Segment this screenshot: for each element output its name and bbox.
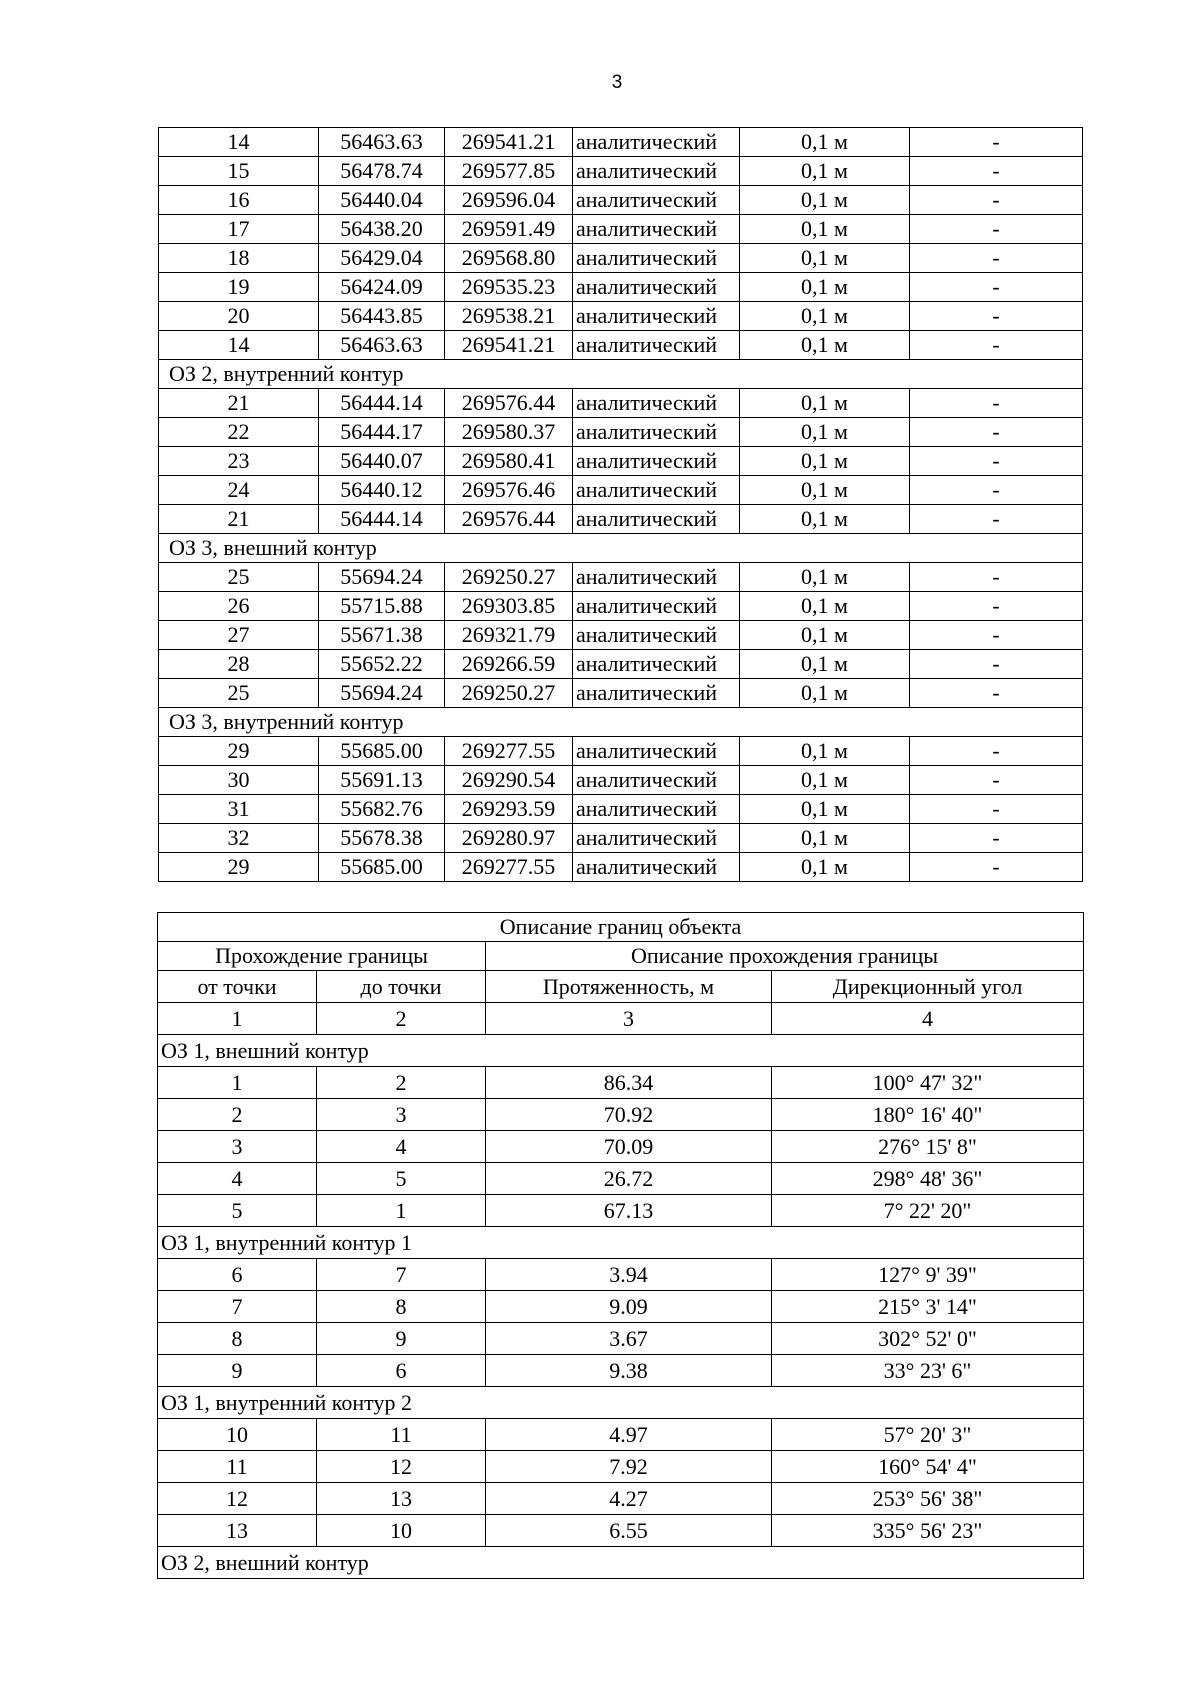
section-header-row <box>158 1387 1084 1419</box>
note: - <box>910 331 1083 360</box>
from-point: 10 <box>158 1419 317 1451</box>
determination-method: аналитический <box>573 621 740 650</box>
accuracy: 0,1 м <box>740 244 910 273</box>
x-coordinate: 56438.20 <box>319 215 445 244</box>
accuracy: 0,1 м <box>740 650 910 679</box>
table-row <box>159 389 1083 418</box>
header-columns-row <box>158 971 1084 1003</box>
header-group-row <box>158 942 1084 971</box>
y-coordinate: 269280.97 <box>445 824 573 853</box>
table-row <box>158 1099 1084 1131</box>
to-point: 5 <box>317 1163 486 1195</box>
note: - <box>910 128 1083 157</box>
note: - <box>910 737 1083 766</box>
from-point: 2 <box>158 1099 317 1131</box>
determination-method: аналитический <box>573 389 740 418</box>
note: - <box>910 621 1083 650</box>
table-row <box>159 650 1083 679</box>
accuracy: 0,1 м <box>740 621 910 650</box>
y-coordinate: 269266.59 <box>445 650 573 679</box>
point-number: 25 <box>159 679 319 708</box>
accuracy: 0,1 м <box>740 563 910 592</box>
y-coordinate: 269580.37 <box>445 418 573 447</box>
point-number: 23 <box>159 447 319 476</box>
point-number: 19 <box>159 273 319 302</box>
note: - <box>910 563 1083 592</box>
header-boundary-description: Описание прохождения границы <box>486 942 1084 971</box>
to-point: 4 <box>317 1131 486 1163</box>
table-row <box>158 1515 1084 1547</box>
section-header-row <box>158 1227 1084 1259</box>
direction-angle: 57° 20' 3" <box>772 1419 1084 1451</box>
x-coordinate: 55694.24 <box>319 679 445 708</box>
y-coordinate: 269277.55 <box>445 853 573 882</box>
note: - <box>910 418 1083 447</box>
determination-method: аналитический <box>573 824 740 853</box>
accuracy: 0,1 м <box>740 157 910 186</box>
y-coordinate: 269576.46 <box>445 476 573 505</box>
point-number: 25 <box>159 563 319 592</box>
section-label: ОЗ 1, внутренний контур 2 <box>158 1387 1084 1419</box>
table-row <box>159 128 1083 157</box>
x-coordinate: 55671.38 <box>319 621 445 650</box>
point-number: 16 <box>159 186 319 215</box>
point-number: 29 <box>159 853 319 882</box>
to-point: 1 <box>317 1195 486 1227</box>
x-coordinate: 55682.76 <box>319 795 445 824</box>
x-coordinate: 56429.04 <box>319 244 445 273</box>
table-row <box>159 853 1083 882</box>
note: - <box>910 795 1083 824</box>
x-coordinate: 56424.09 <box>319 273 445 302</box>
table-row <box>159 563 1083 592</box>
determination-method: аналитический <box>573 302 740 331</box>
table-title: Описание границ объекта <box>158 913 1084 942</box>
direction-angle: 7° 22' 20" <box>772 1195 1084 1227</box>
table-row <box>159 186 1083 215</box>
x-coordinate: 56478.74 <box>319 157 445 186</box>
table-row <box>159 679 1083 708</box>
table-row <box>159 621 1083 650</box>
segment-length: 67.13 <box>486 1195 772 1227</box>
table-row <box>158 1355 1084 1387</box>
segment-length: 9.09 <box>486 1291 772 1323</box>
y-coordinate: 269576.44 <box>445 505 573 534</box>
accuracy: 0,1 м <box>740 447 910 476</box>
note: - <box>910 186 1083 215</box>
from-point: 4 <box>158 1163 317 1195</box>
x-coordinate: 56444.14 <box>319 389 445 418</box>
table-row <box>159 824 1083 853</box>
section-label: ОЗ 3, внутренний контур <box>159 708 1083 737</box>
table-row <box>159 795 1083 824</box>
boundary-description-table <box>157 912 1084 1579</box>
direction-angle: 100° 47' 32" <box>772 1067 1084 1099</box>
table-row <box>158 1419 1084 1451</box>
note: - <box>910 650 1083 679</box>
table-row <box>158 1291 1084 1323</box>
y-coordinate: 269535.23 <box>445 273 573 302</box>
segment-length: 3.67 <box>486 1323 772 1355</box>
direction-angle: 253° 56' 38" <box>772 1483 1084 1515</box>
table-row <box>159 766 1083 795</box>
x-coordinate: 56440.07 <box>319 447 445 476</box>
section-header-row <box>159 360 1083 389</box>
x-coordinate: 55685.00 <box>319 737 445 766</box>
y-coordinate: 269591.49 <box>445 215 573 244</box>
accuracy: 0,1 м <box>740 824 910 853</box>
table-row <box>159 592 1083 621</box>
determination-method: аналитический <box>573 186 740 215</box>
point-number: 22 <box>159 418 319 447</box>
note: - <box>910 824 1083 853</box>
y-coordinate: 269293.59 <box>445 795 573 824</box>
x-coordinate: 55678.38 <box>319 824 445 853</box>
table-row <box>158 1259 1084 1291</box>
point-number: 27 <box>159 621 319 650</box>
point-number: 14 <box>159 128 319 157</box>
x-coordinate: 56463.63 <box>319 331 445 360</box>
point-number: 17 <box>159 215 319 244</box>
x-coordinate: 56444.14 <box>319 505 445 534</box>
accuracy: 0,1 м <box>740 766 910 795</box>
y-coordinate: 269250.27 <box>445 679 573 708</box>
y-coordinate: 269250.27 <box>445 563 573 592</box>
from-point: 1 <box>158 1067 317 1099</box>
segment-length: 3.94 <box>486 1259 772 1291</box>
note: - <box>910 302 1083 331</box>
y-coordinate: 269596.04 <box>445 186 573 215</box>
table-row <box>158 1131 1084 1163</box>
to-point: 2 <box>317 1067 486 1099</box>
table-row <box>159 302 1083 331</box>
from-point: 6 <box>158 1259 317 1291</box>
column-number: 1 <box>158 1003 317 1035</box>
y-coordinate: 269277.55 <box>445 737 573 766</box>
section-label: ОЗ 1, внутренний контур 1 <box>158 1227 1084 1259</box>
y-coordinate: 269576.44 <box>445 389 573 418</box>
determination-method: аналитический <box>573 215 740 244</box>
accuracy: 0,1 м <box>740 853 910 882</box>
accuracy: 0,1 м <box>740 679 910 708</box>
determination-method: аналитический <box>573 795 740 824</box>
point-number: 28 <box>159 650 319 679</box>
accuracy: 0,1 м <box>740 505 910 534</box>
note: - <box>910 244 1083 273</box>
note: - <box>910 447 1083 476</box>
to-point: 12 <box>317 1451 486 1483</box>
x-coordinate: 55685.00 <box>319 853 445 882</box>
column-number: 4 <box>772 1003 1084 1035</box>
from-point: 12 <box>158 1483 317 1515</box>
table-row <box>158 1195 1084 1227</box>
determination-method: аналитический <box>573 244 740 273</box>
determination-method: аналитический <box>573 592 740 621</box>
x-coordinate: 55694.24 <box>319 563 445 592</box>
accuracy: 0,1 м <box>740 186 910 215</box>
to-point: 6 <box>317 1355 486 1387</box>
y-coordinate: 269541.21 <box>445 331 573 360</box>
x-coordinate: 56440.12 <box>319 476 445 505</box>
x-coordinate: 56443.85 <box>319 302 445 331</box>
table-row <box>158 1067 1084 1099</box>
point-number: 24 <box>159 476 319 505</box>
column-number: 2 <box>317 1003 486 1035</box>
to-point: 7 <box>317 1259 486 1291</box>
y-coordinate: 269541.21 <box>445 128 573 157</box>
to-point: 13 <box>317 1483 486 1515</box>
point-number: 20 <box>159 302 319 331</box>
accuracy: 0,1 м <box>740 302 910 331</box>
y-coordinate: 269290.54 <box>445 766 573 795</box>
determination-method: аналитический <box>573 331 740 360</box>
direction-angle: 298° 48' 36" <box>772 1163 1084 1195</box>
x-coordinate: 55715.88 <box>319 592 445 621</box>
table-row <box>158 1451 1084 1483</box>
table-row <box>159 447 1083 476</box>
point-number: 26 <box>159 592 319 621</box>
header-numbering-row <box>158 1003 1084 1035</box>
note: - <box>910 476 1083 505</box>
direction-angle: 215° 3' 14" <box>772 1291 1084 1323</box>
note: - <box>910 505 1083 534</box>
segment-length: 4.27 <box>486 1483 772 1515</box>
note: - <box>910 273 1083 302</box>
coordinates-table-body <box>159 128 1083 882</box>
note: - <box>910 766 1083 795</box>
table-title-row <box>158 913 1084 942</box>
table-row <box>159 273 1083 302</box>
header-from-point: от точки <box>158 971 317 1003</box>
point-number: 15 <box>159 157 319 186</box>
determination-method: аналитический <box>573 679 740 708</box>
segment-length: 70.92 <box>486 1099 772 1131</box>
section-header-row <box>158 1035 1084 1067</box>
determination-method: аналитический <box>573 418 740 447</box>
from-point: 3 <box>158 1131 317 1163</box>
direction-angle: 160° 54' 4" <box>772 1451 1084 1483</box>
segment-length: 4.97 <box>486 1419 772 1451</box>
from-point: 11 <box>158 1451 317 1483</box>
section-header-row <box>158 1547 1084 1579</box>
table-row <box>159 215 1083 244</box>
x-coordinate: 56440.04 <box>319 186 445 215</box>
table-row <box>159 737 1083 766</box>
to-point: 11 <box>317 1419 486 1451</box>
header-boundary-passage: Прохождение границы <box>158 942 486 971</box>
y-coordinate: 269538.21 <box>445 302 573 331</box>
point-number: 29 <box>159 737 319 766</box>
direction-angle: 302° 52' 0" <box>772 1323 1084 1355</box>
to-point: 9 <box>317 1323 486 1355</box>
y-coordinate: 269568.80 <box>445 244 573 273</box>
header-to-point: до точки <box>317 971 486 1003</box>
y-coordinate: 269303.85 <box>445 592 573 621</box>
determination-method: аналитический <box>573 650 740 679</box>
x-coordinate: 55652.22 <box>319 650 445 679</box>
determination-method: аналитический <box>573 128 740 157</box>
determination-method: аналитический <box>573 563 740 592</box>
point-number: 31 <box>159 795 319 824</box>
note: - <box>910 592 1083 621</box>
boundary-table-body <box>158 913 1084 1579</box>
determination-method: аналитический <box>573 766 740 795</box>
determination-method: аналитический <box>573 447 740 476</box>
y-coordinate: 269321.79 <box>445 621 573 650</box>
table-row <box>159 418 1083 447</box>
note: - <box>910 679 1083 708</box>
accuracy: 0,1 м <box>740 418 910 447</box>
section-label: ОЗ 2, внутренний контур <box>159 360 1083 389</box>
segment-length: 7.92 <box>486 1451 772 1483</box>
y-coordinate: 269580.41 <box>445 447 573 476</box>
point-number: 14 <box>159 331 319 360</box>
segment-length: 26.72 <box>486 1163 772 1195</box>
table-row <box>158 1163 1084 1195</box>
segment-length: 86.34 <box>486 1067 772 1099</box>
section-header-row <box>159 708 1083 737</box>
determination-method: аналитический <box>573 476 740 505</box>
section-label: ОЗ 1, внешний контур <box>158 1035 1084 1067</box>
table-row <box>159 331 1083 360</box>
accuracy: 0,1 м <box>740 476 910 505</box>
x-coordinate: 56444.17 <box>319 418 445 447</box>
coordinates-table <box>158 127 1083 882</box>
table-row <box>158 1323 1084 1355</box>
table-row <box>159 476 1083 505</box>
header-direction-angle: Дирекционный угол <box>772 971 1084 1003</box>
from-point: 13 <box>158 1515 317 1547</box>
direction-angle: 180° 16' 40" <box>772 1099 1084 1131</box>
from-point: 9 <box>158 1355 317 1387</box>
accuracy: 0,1 м <box>740 389 910 418</box>
determination-method: аналитический <box>573 853 740 882</box>
direction-angle: 127° 9' 39" <box>772 1259 1084 1291</box>
x-coordinate: 55691.13 <box>319 766 445 795</box>
from-point: 8 <box>158 1323 317 1355</box>
determination-method: аналитический <box>573 273 740 302</box>
table-row <box>159 505 1083 534</box>
direction-angle: 33° 23' 6" <box>772 1355 1084 1387</box>
note: - <box>910 389 1083 418</box>
from-point: 5 <box>158 1195 317 1227</box>
accuracy: 0,1 м <box>740 737 910 766</box>
column-number: 3 <box>486 1003 772 1035</box>
segment-length: 9.38 <box>486 1355 772 1387</box>
y-coordinate: 269577.85 <box>445 157 573 186</box>
note: - <box>910 853 1083 882</box>
accuracy: 0,1 м <box>740 128 910 157</box>
segment-length: 6.55 <box>486 1515 772 1547</box>
from-point: 7 <box>158 1291 317 1323</box>
page-number: 3 <box>611 72 623 93</box>
point-number: 32 <box>159 824 319 853</box>
accuracy: 0,1 м <box>740 331 910 360</box>
accuracy: 0,1 м <box>740 215 910 244</box>
point-number: 21 <box>159 505 319 534</box>
section-label: ОЗ 2, внешний контур <box>158 1547 1084 1579</box>
determination-method: аналитический <box>573 737 740 766</box>
section-header-row <box>159 534 1083 563</box>
point-number: 18 <box>159 244 319 273</box>
table-row <box>159 244 1083 273</box>
section-label: ОЗ 3, внешний контур <box>159 534 1083 563</box>
direction-angle: 276° 15' 8" <box>772 1131 1084 1163</box>
note: - <box>910 215 1083 244</box>
point-number: 21 <box>159 389 319 418</box>
determination-method: аналитический <box>573 157 740 186</box>
accuracy: 0,1 м <box>740 592 910 621</box>
to-point: 8 <box>317 1291 486 1323</box>
x-coordinate: 56463.63 <box>319 128 445 157</box>
accuracy: 0,1 м <box>740 795 910 824</box>
direction-angle: 335° 56' 23" <box>772 1515 1084 1547</box>
to-point: 3 <box>317 1099 486 1131</box>
table-row <box>159 157 1083 186</box>
note: - <box>910 157 1083 186</box>
accuracy: 0,1 м <box>740 273 910 302</box>
point-number: 30 <box>159 766 319 795</box>
table-row <box>158 1483 1084 1515</box>
segment-length: 70.09 <box>486 1131 772 1163</box>
header-length: Протяженность, м <box>486 971 772 1003</box>
determination-method: аналитический <box>573 505 740 534</box>
to-point: 10 <box>317 1515 486 1547</box>
